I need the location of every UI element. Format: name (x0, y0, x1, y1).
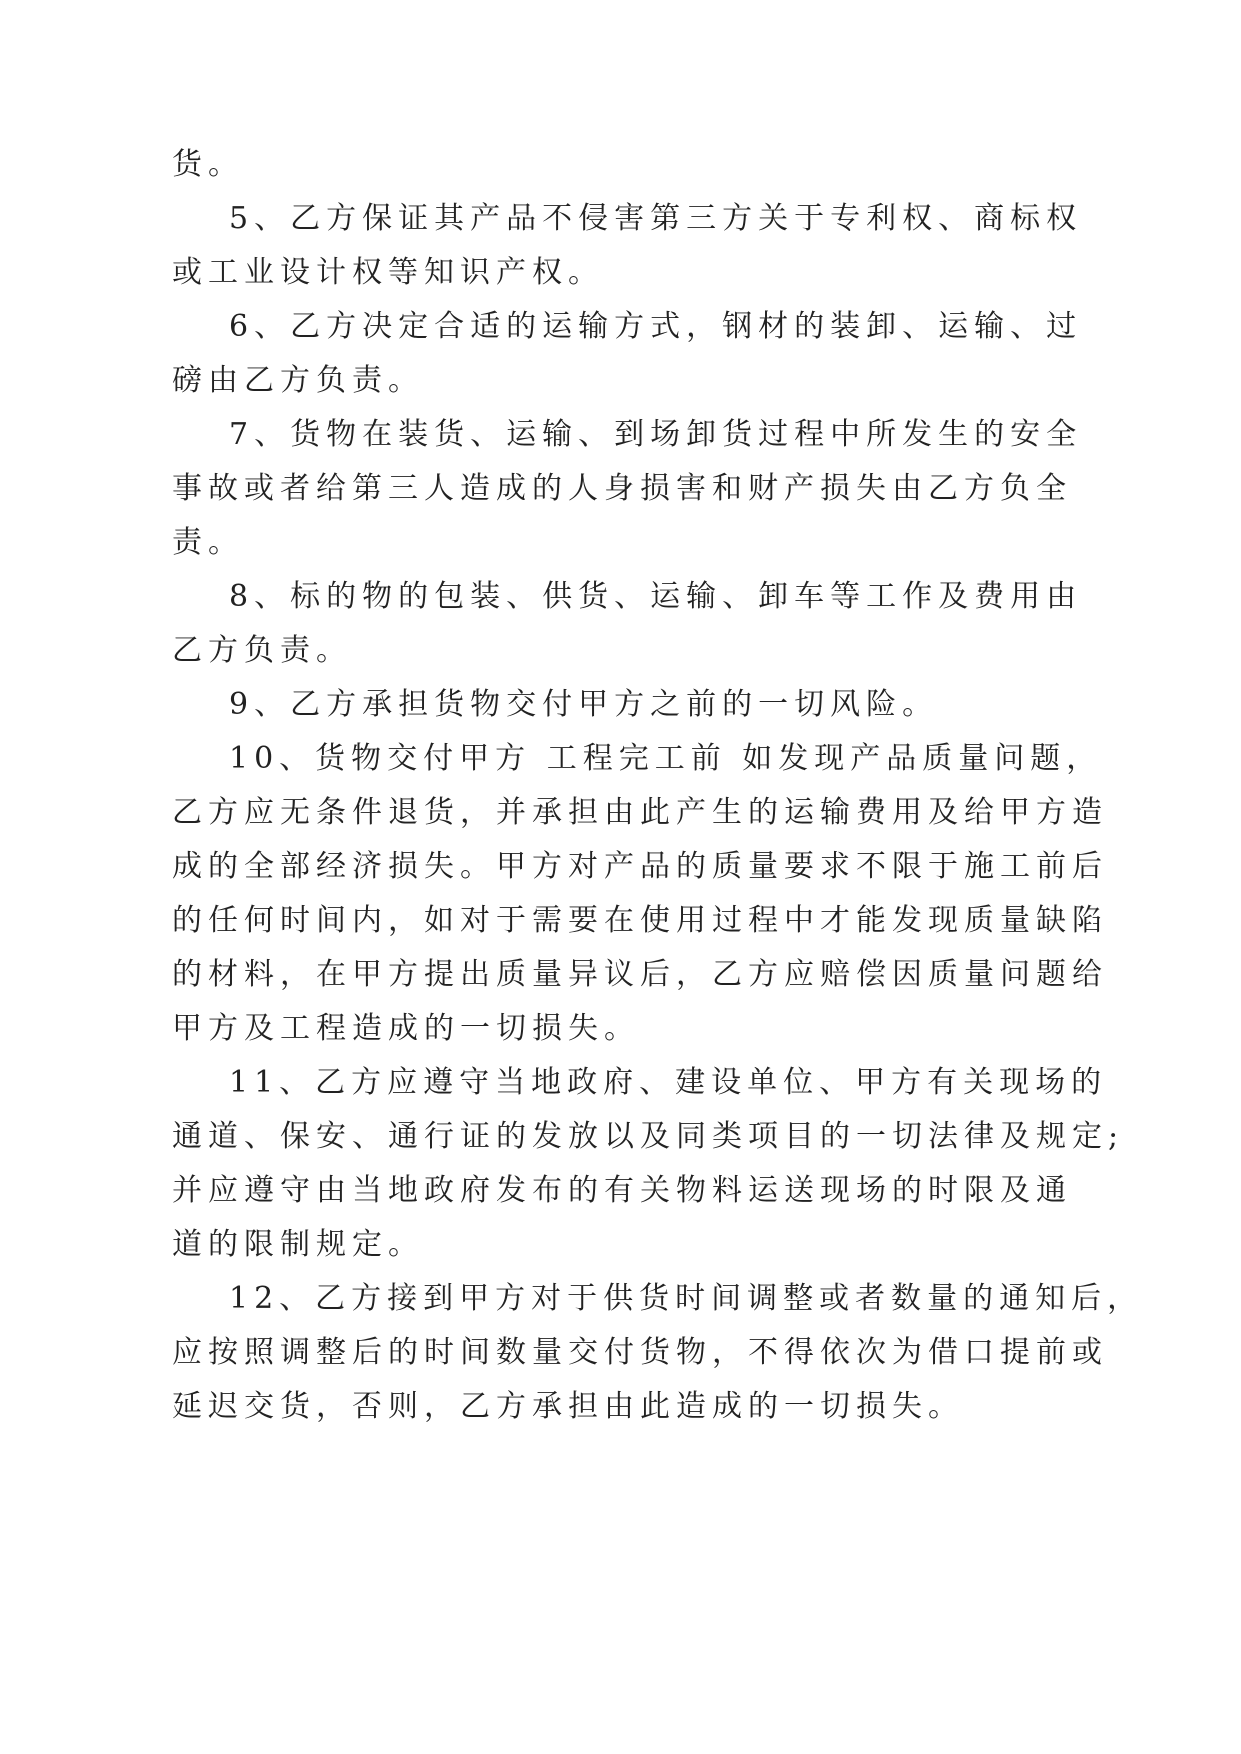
text-line: 乙方负责。 (172, 633, 352, 668)
text-line: 11、乙方应遵守当地政府、建设单位、甲方有关现场的 (229, 1065, 1108, 1100)
text-line: 的材料，在甲方提出质量异议后，乙方应赔偿因质量问题给 (172, 957, 1108, 992)
text-line: 10、货物交付甲方 工程完工前 如发现产品质量问题， (229, 741, 1103, 776)
text-line: 应按照调整后的时间数量交付货物，不得依次为借口提前或 (172, 1335, 1108, 1370)
text-line: 5、乙方保证其产品不侵害第三方关于专利权、商标权 (229, 201, 1083, 236)
text-line: 责。 (172, 525, 244, 560)
text-line: 的任何时间内，如对于需要在使用过程中才能发现质量缺陷 (172, 903, 1108, 938)
text-line: 甲方及工程造成的一切损失。 (172, 1011, 640, 1046)
text-line: 或工业设计权等知识产权。 (172, 255, 604, 290)
text-line: 磅由乙方负责。 (172, 363, 424, 398)
text-line: 乙方应无条件退货，并承担由此产生的运输费用及给甲方造 (172, 795, 1108, 830)
text-line: 8、标的物的包装、供货、运输、卸车等工作及费用由 (229, 579, 1083, 614)
text-line: 货。 (172, 147, 244, 182)
text-line: 9、乙方承担货物交付甲方之前的一切风险。 (229, 687, 939, 722)
text-line: 延迟交货，否则，乙方承担由此造成的一切损失。 (172, 1389, 964, 1424)
text-line: 6、乙方决定合适的运输方式，钢材的装卸、运输、过 (229, 309, 1083, 344)
text-line: 并应遵守由当地政府发布的有关物料运送现场的时限及通 (172, 1173, 1072, 1208)
text-line: 事故或者给第三人造成的人身损害和财产损失由乙方负全 (172, 471, 1072, 506)
text-line: 成的全部经济损失。甲方对产品的质量要求不限于施工前后 (172, 849, 1108, 884)
text-line: 道的限制规定。 (172, 1227, 424, 1262)
text-line: 12、乙方接到甲方对于供货时间调整或者数量的通知后， (229, 1281, 1144, 1316)
text-line: 7、货物在装货、运输、到场卸货过程中所发生的安全 (229, 417, 1083, 452)
text-line: 通道、保安、通行证的发放以及同类项目的一切法律及规定; (172, 1119, 1125, 1154)
